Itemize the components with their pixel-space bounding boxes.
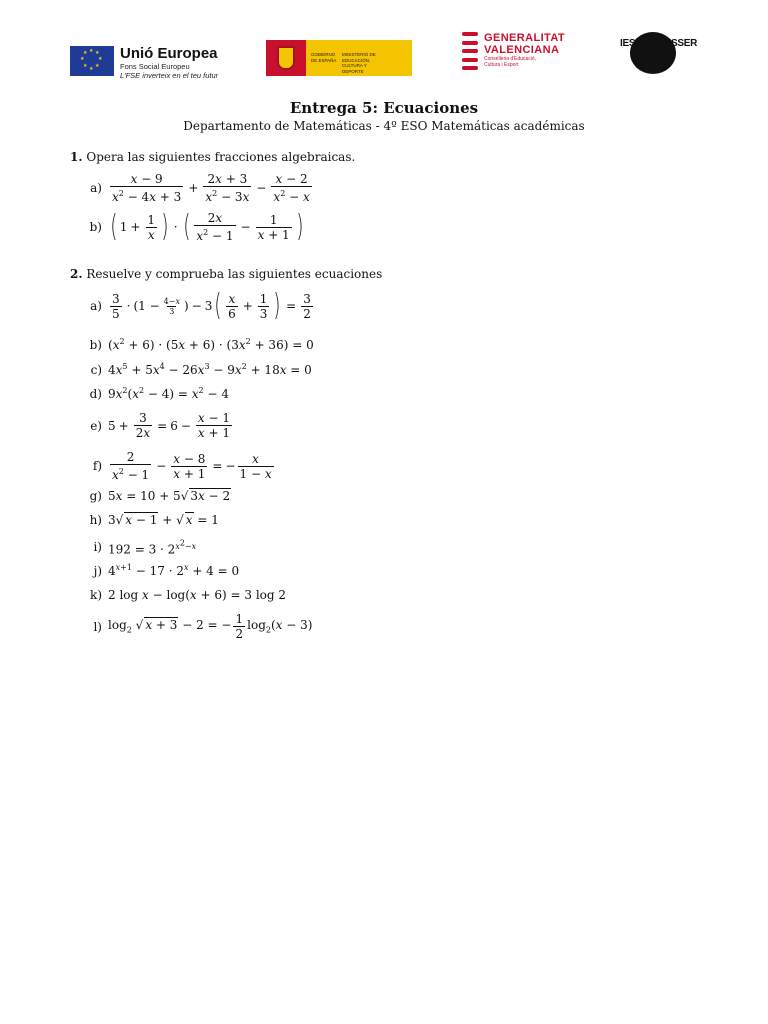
document-subtitle: Departamento de Matemáticas - 4º ESO Matemáticas académicas	[183, 119, 585, 133]
label-2i: i)	[93, 540, 102, 555]
eu-logo	[70, 46, 218, 80]
exercise-2k: k) 2 log x − log(x + 6) = 3 log 2	[84, 588, 286, 602]
ies-label: IES L'ALLUSSER	[620, 38, 698, 49]
gva-sub1: Conselleria d'Educació,	[484, 56, 537, 62]
exercise-2e: e) 5 + $\frac{3}{2x}$ = 6 − $\frac{x - 1}{x + 1}$	[84, 411, 234, 440]
spain-ministry: MINISTERIO DE EDUCACIÓN, CULTURA Y DEPORTE	[342, 52, 376, 74]
document-title: Entrega 5: Ecuaciones	[289, 99, 479, 117]
exercise-1a: a) $\frac{x - 9}{x^2 - 4x + 3}$ + $\frac{2x + 3}{x^2 - 3x}$ − $\frac{x - 2}{x^2 - x}$	[84, 172, 314, 204]
ies-logo	[620, 30, 698, 76]
label-2b: b)	[89, 337, 102, 352]
exercise-2d: d) $9x^2(x^2 - 4) = x^2 - 4$	[84, 386, 229, 401]
spain-ministry-logo	[266, 40, 412, 76]
exercise-2a: a) $\frac{3}{5}$ · (1 − $\frac{4-x}{3}$ ) − 3 ( $\frac{x}{6}$ + $\frac{1}{3}$ ) = $\frac{3}{2}$	[84, 291, 315, 321]
section-1-heading	[70, 150, 355, 164]
section-1-text: Opera las siguientes fracciones algebraicas.	[86, 150, 356, 164]
label-2j: j)	[93, 563, 102, 578]
label-2f: f)	[92, 459, 102, 473]
label-2c: c)	[90, 362, 102, 377]
label-2l: l)	[93, 619, 102, 634]
section-2-text: Resuelve y comprueba las siguientes ecuaciones	[86, 267, 383, 281]
label-2g: g)	[89, 489, 102, 503]
section-2-heading	[70, 267, 382, 281]
exercise-2j: j) $4^{x+1} - 17 \cdot 2^x + 4 = 0$	[84, 563, 239, 578]
eu-title: Unió Europea	[120, 45, 218, 62]
section-2-number: 2.	[70, 267, 83, 281]
exercise-1b: b) ( 1 + $\frac{1}{x}$ ) · ( $\frac{2x}{x^2 - 1}$ − $\frac{1}{x + 1}$ )	[84, 211, 305, 243]
eu-flag-icon: ★ ★ ★ ★ ★ ★ ★ ★	[70, 46, 114, 76]
label-2a: a)	[90, 299, 102, 313]
generalitat-mark-icon	[462, 32, 478, 70]
label-1b: b)	[89, 220, 102, 234]
spain-government: GOBIERNO DE ESPAÑA	[311, 52, 337, 63]
label-2d: d)	[89, 386, 102, 401]
label-2e: e)	[90, 418, 102, 433]
label-1a: a)	[90, 181, 102, 195]
gva-title2: VALENCIANA	[484, 44, 560, 56]
gva-sub2: Cultura i Esport	[484, 62, 519, 68]
section-1-number: 1.	[70, 150, 83, 164]
eu-line2: L'FSE inverteix en el teu futur	[120, 71, 219, 80]
exercise-2i: i) $192 = 3 \cdot 2^{x^2-x}$	[84, 538, 196, 557]
exercise-2b: b) $(x^2 + 6) \cdot (5x + 6) \cdot (3x^2 + 36) = 0$	[84, 337, 314, 352]
header-logos	[0, 30, 768, 80]
exercise-2c: c) $4x^5 + 5x^4 - 26x^3 - 9x^2 + 18x = 0$	[84, 362, 312, 377]
label-2k: k)	[90, 588, 102, 602]
exercise-2g: g) 5x = 10 + 5√ 3x − 2	[84, 489, 231, 503]
spain-shield-icon	[266, 40, 306, 76]
label-2h: h)	[89, 513, 102, 527]
generalitat-logo	[462, 32, 565, 70]
exercise-2l: l) $\log_2$ √ x + 3 − 2 = − $\frac{1}{2}$ $\log_2(x - 3)$	[84, 612, 312, 641]
exercise-2h: h) 3√ x − 1 + √ x = 1	[84, 513, 219, 527]
gva-title1: GENERALITAT	[484, 32, 565, 44]
exercise-2f: f) $\frac{2}{x^2 - 1}$ − $\frac{x - 8}{x + 1}$ = − $\frac{x}{1 - x}$	[84, 450, 276, 482]
eu-line1: Fons Social Europeu	[120, 62, 190, 71]
